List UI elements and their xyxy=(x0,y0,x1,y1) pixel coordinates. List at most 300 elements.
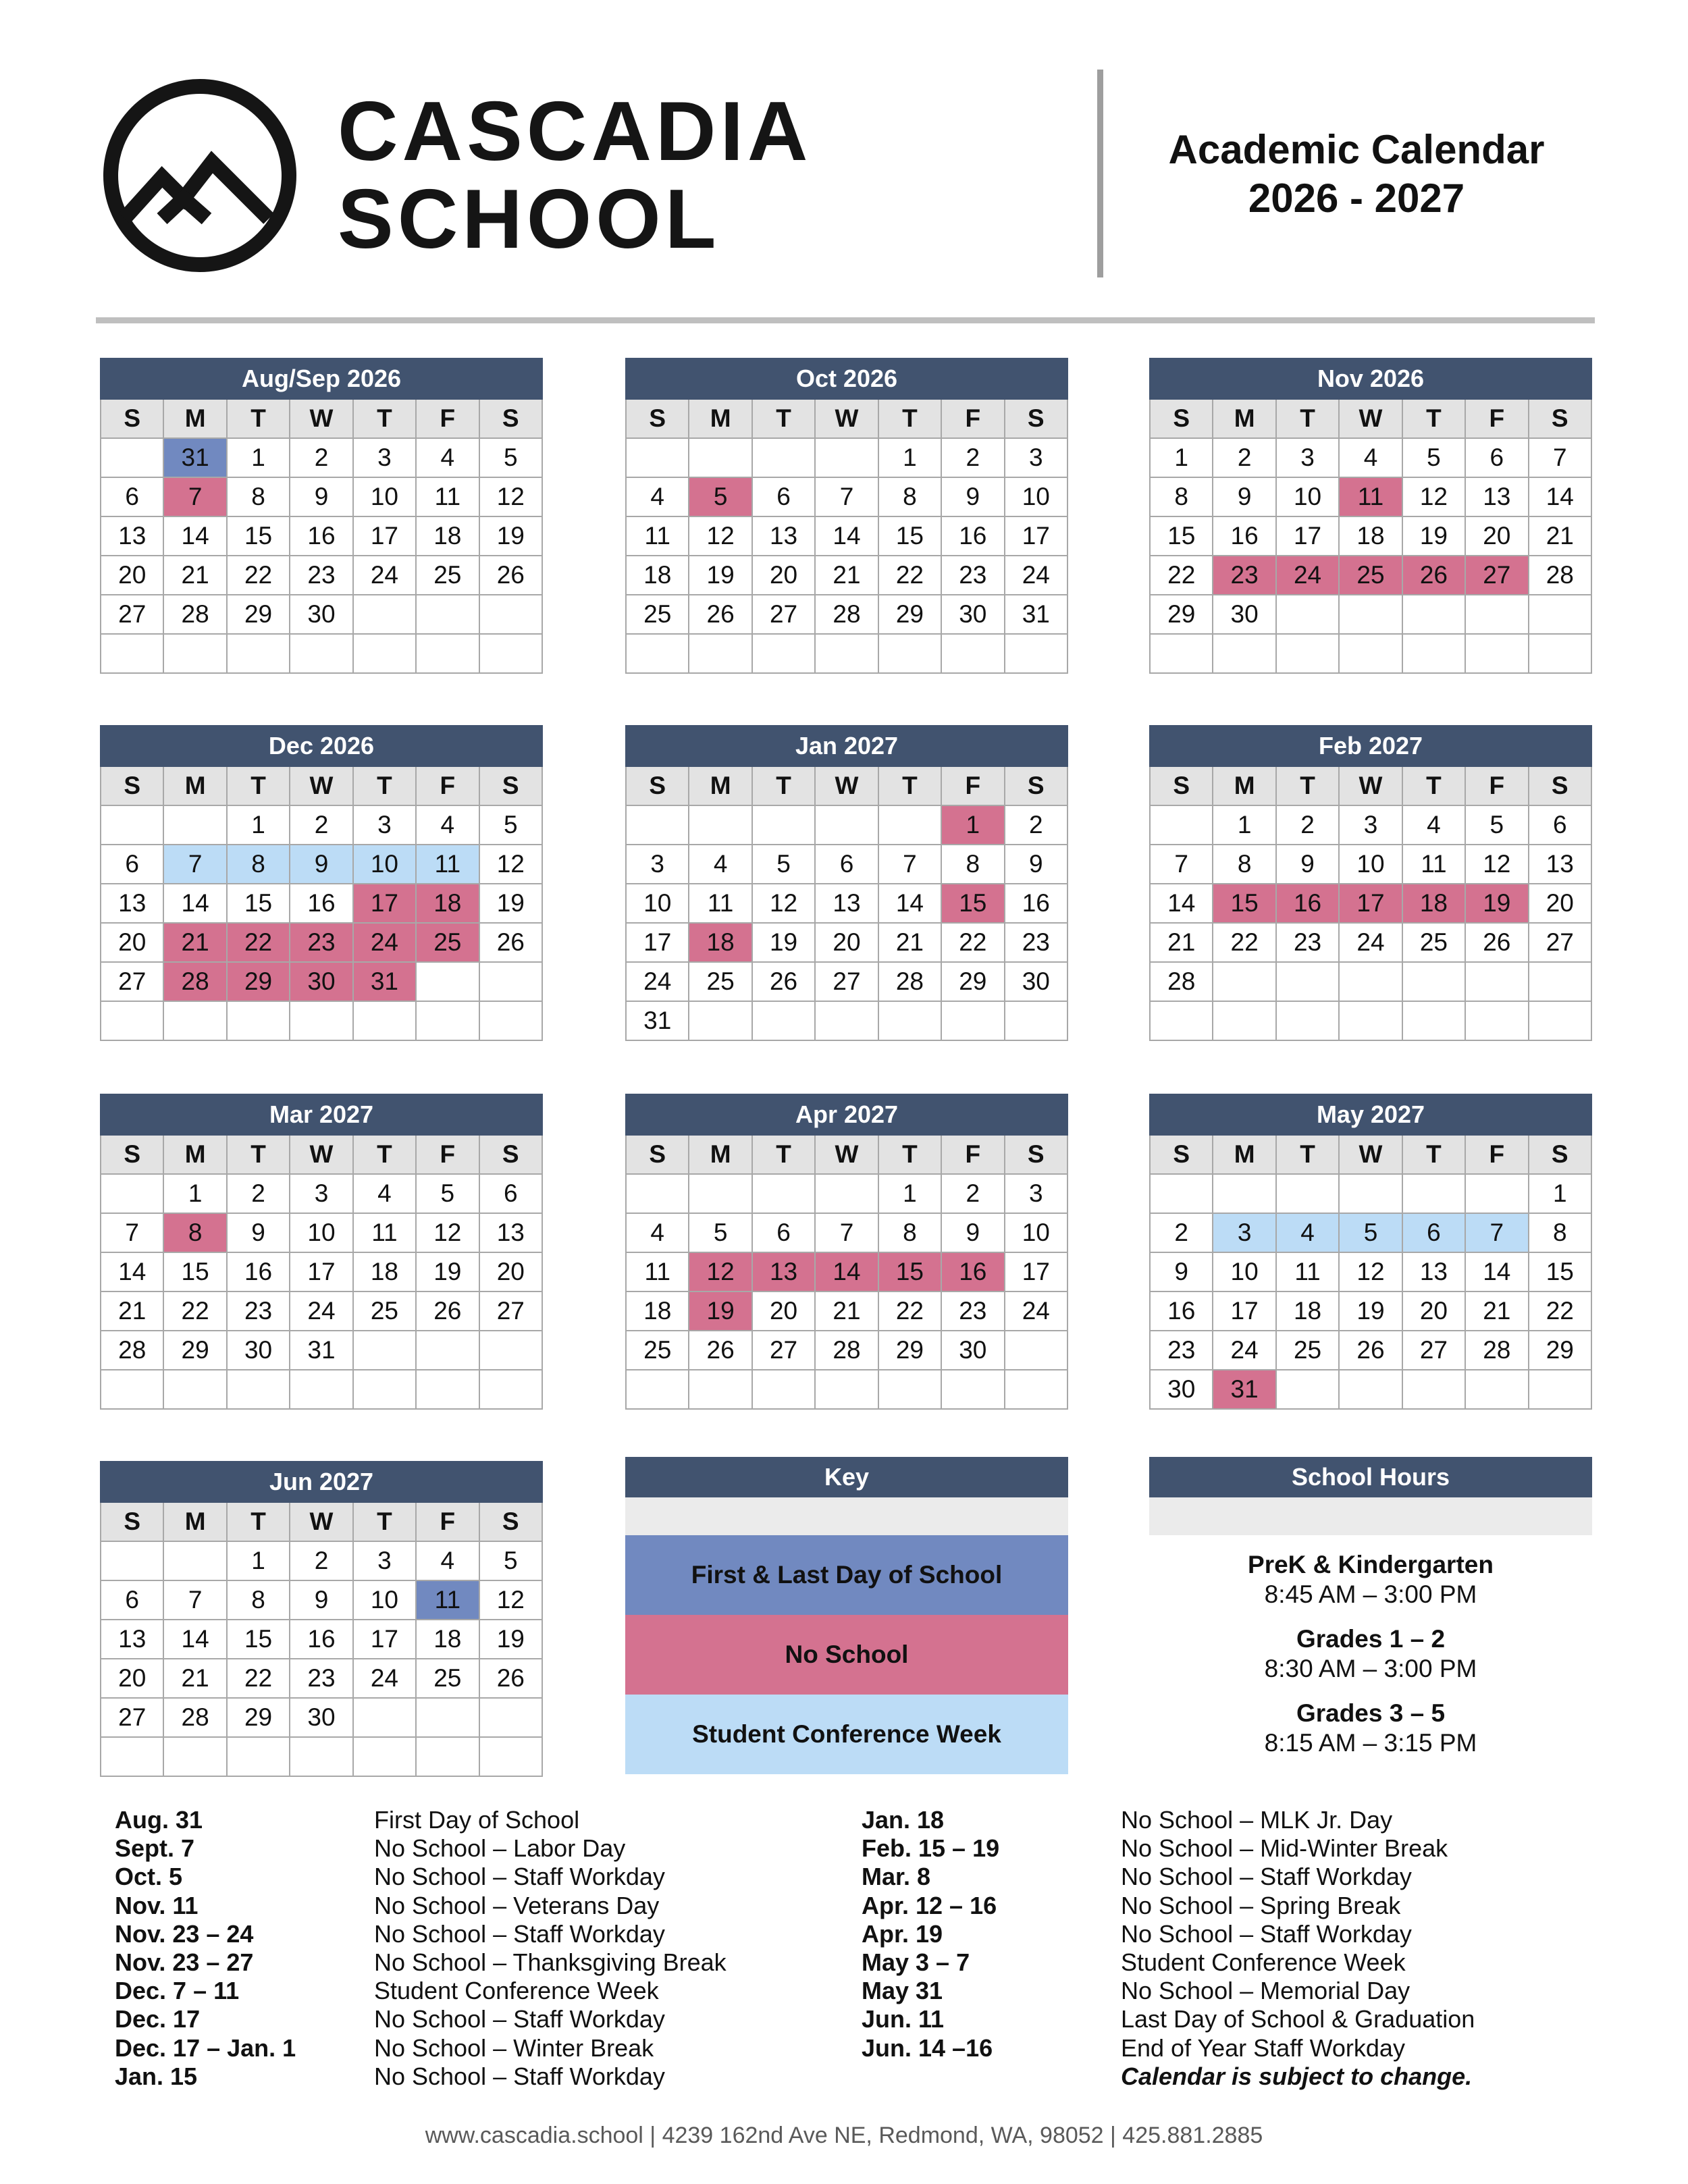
empty-cell xyxy=(878,1001,941,1040)
weekday-header: F xyxy=(1465,399,1528,438)
month-calendar xyxy=(1149,725,1592,1041)
date-cell: 23 xyxy=(1213,556,1275,595)
empty-cell xyxy=(1339,962,1402,1001)
weekday-header: W xyxy=(815,399,878,438)
empty-cell xyxy=(479,1370,542,1409)
date-cell: 26 xyxy=(1465,923,1528,962)
date-cell: 30 xyxy=(227,1331,290,1370)
week-row xyxy=(626,1291,1067,1331)
date-cell: 13 xyxy=(752,1252,815,1291)
date-cell: 3 xyxy=(1339,805,1402,845)
empty-cell xyxy=(626,438,689,477)
note-row xyxy=(862,1948,1475,1977)
school-hours-title: School Hours xyxy=(1149,1457,1592,1497)
date-cell: 11 xyxy=(626,516,689,556)
date-cell: 12 xyxy=(1465,845,1528,884)
note-date: Apr. 12 – 16 xyxy=(862,1891,997,1919)
empty-cell xyxy=(1339,1001,1402,1040)
week-row xyxy=(101,1659,542,1698)
date-cell: 4 xyxy=(353,1174,416,1213)
note-date: Dec. 7 – 11 xyxy=(115,1977,240,2005)
date-cell: 14 xyxy=(101,1252,163,1291)
empty-cell xyxy=(815,1001,878,1040)
empty-cell xyxy=(163,805,226,845)
date-cell: 20 xyxy=(101,923,163,962)
date-cell: 6 xyxy=(815,845,878,884)
date-cell: 1 xyxy=(227,805,290,845)
date-cell: 25 xyxy=(416,1659,479,1698)
school-logo-icon xyxy=(100,76,300,275)
empty-cell xyxy=(416,962,479,1001)
date-cell: 3 xyxy=(353,805,416,845)
date-cell: 27 xyxy=(1529,923,1591,962)
date-cell: 13 xyxy=(101,1620,163,1659)
weekday-header: F xyxy=(1465,766,1528,805)
empty-cell xyxy=(227,634,290,673)
date-cell: 27 xyxy=(479,1291,542,1331)
date-cell: 30 xyxy=(941,1331,1004,1370)
weekday-header: S xyxy=(1529,399,1591,438)
date-cell: 13 xyxy=(815,884,878,923)
empty-cell xyxy=(479,1001,542,1040)
empty-cell xyxy=(878,634,941,673)
date-cell: 5 xyxy=(416,1174,479,1213)
date-cell: 21 xyxy=(1465,1291,1528,1331)
date-cell: 19 xyxy=(689,1291,751,1331)
date-cell: 6 xyxy=(101,845,163,884)
key-spacer xyxy=(625,1497,1068,1535)
week-row xyxy=(626,595,1067,634)
week-row xyxy=(101,962,542,1001)
weekday-header: T xyxy=(353,1135,416,1174)
empty-cell xyxy=(163,1737,226,1776)
date-cell: 7 xyxy=(1529,438,1591,477)
month-title: Feb 2027 xyxy=(1150,726,1591,766)
notes-right-column xyxy=(862,1806,1475,2091)
date-cell: 5 xyxy=(689,1213,751,1252)
note-row xyxy=(115,1834,727,1863)
date-cell: 1 xyxy=(1213,805,1275,845)
date-cell: 22 xyxy=(227,1659,290,1698)
month-calendar xyxy=(1149,1094,1592,1410)
week-row xyxy=(101,1620,542,1659)
date-cell: 15 xyxy=(227,516,290,556)
empty-cell xyxy=(689,1174,751,1213)
empty-cell xyxy=(689,805,751,845)
date-cell: 7 xyxy=(815,477,878,516)
weekday-header: T xyxy=(1276,766,1339,805)
date-cell: 15 xyxy=(163,1252,226,1291)
date-cell: 27 xyxy=(101,962,163,1001)
week-row xyxy=(101,845,542,884)
note-description: No School – Staff Workday xyxy=(374,2005,665,2033)
date-cell: 1 xyxy=(941,805,1004,845)
weekday-header: S xyxy=(101,766,163,805)
date-cell: 5 xyxy=(479,1541,542,1580)
hours-group-label: Grades 1 – 2 xyxy=(1296,1625,1446,1653)
date-cell: 14 xyxy=(815,1252,878,1291)
week-row xyxy=(626,438,1067,477)
date-cell: 14 xyxy=(163,1620,226,1659)
week-row xyxy=(101,438,542,477)
empty-cell xyxy=(353,1001,416,1040)
date-cell: 7 xyxy=(1465,1213,1528,1252)
date-cell: 23 xyxy=(290,923,352,962)
weekday-header: S xyxy=(479,1135,542,1174)
empty-cell xyxy=(1213,962,1275,1001)
empty-cell xyxy=(1276,1174,1339,1213)
weekday-header: F xyxy=(416,1135,479,1174)
date-cell: 22 xyxy=(227,923,290,962)
empty-cell xyxy=(815,805,878,845)
note-row xyxy=(115,1863,727,1891)
date-cell: 6 xyxy=(752,1213,815,1252)
date-cell: 12 xyxy=(416,1213,479,1252)
weekday-header: F xyxy=(941,1135,1004,1174)
date-cell: 2 xyxy=(1150,1213,1213,1252)
date-cell: 1 xyxy=(163,1174,226,1213)
empty-cell xyxy=(689,1370,751,1409)
date-cell: 10 xyxy=(1005,477,1067,516)
weekday-header: F xyxy=(941,766,1004,805)
date-cell: 31 xyxy=(353,962,416,1001)
date-cell: 8 xyxy=(1150,477,1213,516)
date-cell: 31 xyxy=(1005,595,1067,634)
empty-cell xyxy=(1465,1370,1528,1409)
date-cell: 19 xyxy=(689,556,751,595)
empty-cell xyxy=(101,1174,163,1213)
empty-cell xyxy=(752,438,815,477)
date-cell: 21 xyxy=(878,923,941,962)
date-cell: 2 xyxy=(290,805,352,845)
note-row xyxy=(115,1948,727,1977)
empty-cell xyxy=(1529,1370,1591,1409)
empty-cell xyxy=(1465,962,1528,1001)
note-date: Sept. 7 xyxy=(115,1834,195,1863)
document-title-line1: Academic Calendar xyxy=(1168,127,1545,172)
weekday-header: S xyxy=(1005,399,1067,438)
week-row xyxy=(626,805,1067,845)
document-title xyxy=(1103,126,1610,223)
date-cell: 8 xyxy=(227,845,290,884)
week-row xyxy=(101,1580,542,1620)
week-row xyxy=(626,556,1067,595)
note-date xyxy=(862,2062,1121,2091)
date-cell: 16 xyxy=(1150,1291,1213,1331)
empty-cell xyxy=(815,1370,878,1409)
date-cell: 2 xyxy=(1276,805,1339,845)
empty-cell xyxy=(1276,1001,1339,1040)
month-calendar xyxy=(625,725,1068,1041)
date-cell: 26 xyxy=(479,556,542,595)
footer-contact: www.cascadia.school | 4239 162nd Ave NE, Redmond, WA, 98052 | 425.881.2885 xyxy=(425,2123,1263,2148)
date-cell: 20 xyxy=(1465,516,1528,556)
weekday-header: T xyxy=(353,766,416,805)
note-description: No School – Staff Workday xyxy=(374,1919,665,1948)
empty-cell xyxy=(752,805,815,845)
empty-cell xyxy=(1276,634,1339,673)
weekday-header: M xyxy=(1213,766,1275,805)
note-row xyxy=(862,1806,1475,1834)
empty-cell xyxy=(1402,1001,1465,1040)
hours-group-time: 8:15 AM – 3:15 PM xyxy=(1264,1729,1477,1757)
date-cell: 5 xyxy=(479,805,542,845)
date-cell: 14 xyxy=(163,884,226,923)
week-row xyxy=(626,634,1067,673)
weekday-header: W xyxy=(290,766,352,805)
date-cell: 22 xyxy=(1529,1291,1591,1331)
note-row xyxy=(862,1863,1475,1891)
date-cell: 5 xyxy=(1402,438,1465,477)
date-cell: 18 xyxy=(416,1620,479,1659)
week-row xyxy=(101,556,542,595)
date-cell: 27 xyxy=(101,1698,163,1737)
key-item-conference-week: Student Conference Week xyxy=(625,1695,1068,1774)
week-row xyxy=(101,634,542,673)
date-cell: 11 xyxy=(1402,845,1465,884)
week-row xyxy=(101,805,542,845)
week-row xyxy=(1150,845,1591,884)
empty-cell xyxy=(101,634,163,673)
weekday-header: S xyxy=(626,399,689,438)
date-cell: 10 xyxy=(1005,1213,1067,1252)
date-cell: 28 xyxy=(101,1331,163,1370)
week-row xyxy=(101,1001,542,1040)
week-row xyxy=(626,1001,1067,1040)
week-row xyxy=(626,1252,1067,1291)
empty-cell xyxy=(689,438,751,477)
note-description: Student Conference Week xyxy=(1121,1948,1406,1977)
week-row xyxy=(626,1174,1067,1213)
note-date: Aug. 31 xyxy=(115,1806,203,1834)
week-row xyxy=(1150,1370,1591,1409)
date-cell: 16 xyxy=(1213,516,1275,556)
month-title: Nov 2026 xyxy=(1150,358,1591,399)
date-cell: 22 xyxy=(1213,923,1275,962)
date-cell: 10 xyxy=(353,845,416,884)
note-row xyxy=(115,1920,727,1948)
note-description: No School – Staff Workday xyxy=(374,1863,665,1891)
date-cell: 29 xyxy=(163,1331,226,1370)
weekday-header: W xyxy=(1339,1135,1402,1174)
date-cell: 30 xyxy=(1213,595,1275,634)
empty-cell xyxy=(290,1737,352,1776)
date-cell: 20 xyxy=(1402,1291,1465,1331)
date-cell: 28 xyxy=(163,595,226,634)
note-description: No School – Staff Workday xyxy=(374,2062,665,2090)
date-cell: 17 xyxy=(290,1252,352,1291)
note-description: Last Day of School & Graduation xyxy=(1121,2005,1475,2033)
month-title: Jun 2027 xyxy=(101,1462,542,1502)
empty-cell xyxy=(941,1001,1004,1040)
header-rule xyxy=(96,317,1595,323)
date-cell: 1 xyxy=(1150,438,1213,477)
empty-cell xyxy=(1402,1174,1465,1213)
date-cell: 16 xyxy=(941,516,1004,556)
date-cell: 12 xyxy=(752,884,815,923)
weekday-header: T xyxy=(227,1135,290,1174)
date-cell: 24 xyxy=(1005,556,1067,595)
date-cell: 3 xyxy=(626,845,689,884)
week-row xyxy=(626,923,1067,962)
weekday-header: S xyxy=(479,1502,542,1541)
date-cell: 11 xyxy=(416,845,479,884)
date-cell: 7 xyxy=(878,845,941,884)
note-date: Jun. 14 –16 xyxy=(862,2033,993,2062)
week-row xyxy=(101,1252,542,1291)
note-date: Oct. 5 xyxy=(115,1863,183,1891)
date-cell: 7 xyxy=(163,845,226,884)
weekday-header: M xyxy=(689,766,751,805)
week-row xyxy=(1150,438,1591,477)
date-cell: 23 xyxy=(1150,1331,1213,1370)
empty-cell xyxy=(227,1370,290,1409)
date-cell: 18 xyxy=(626,1291,689,1331)
date-cell: 3 xyxy=(353,1541,416,1580)
weekday-header: T xyxy=(1276,399,1339,438)
date-cell: 4 xyxy=(416,805,479,845)
date-cell: 9 xyxy=(941,1213,1004,1252)
date-cell: 14 xyxy=(1529,477,1591,516)
weekday-header: M xyxy=(689,1135,751,1174)
date-cell: 19 xyxy=(1339,1291,1402,1331)
note-description: No School – Staff Workday xyxy=(1121,1919,1412,1948)
date-cell: 4 xyxy=(626,1213,689,1252)
date-cell: 11 xyxy=(689,884,751,923)
date-cell: 4 xyxy=(416,438,479,477)
weekday-header: M xyxy=(163,1502,226,1541)
date-cell: 19 xyxy=(479,516,542,556)
date-cell: 1 xyxy=(878,1174,941,1213)
date-cell: 3 xyxy=(1005,1174,1067,1213)
date-cell: 25 xyxy=(626,1331,689,1370)
date-cell: 19 xyxy=(479,1620,542,1659)
date-cell: 25 xyxy=(1402,923,1465,962)
date-cell: 9 xyxy=(1005,845,1067,884)
date-cell: 17 xyxy=(353,884,416,923)
week-row xyxy=(101,1174,542,1213)
month-title: Aug/Sep 2026 xyxy=(101,358,542,399)
date-cell: 2 xyxy=(1213,438,1275,477)
date-cell: 6 xyxy=(1402,1213,1465,1252)
date-cell: 7 xyxy=(101,1213,163,1252)
date-cell: 17 xyxy=(1213,1291,1275,1331)
date-cell: 2 xyxy=(941,438,1004,477)
date-cell: 29 xyxy=(227,962,290,1001)
empty-cell xyxy=(626,634,689,673)
empty-cell xyxy=(227,1001,290,1040)
date-cell: 2 xyxy=(941,1174,1004,1213)
date-cell: 30 xyxy=(941,595,1004,634)
date-cell: 13 xyxy=(1529,845,1591,884)
date-cell: 27 xyxy=(752,595,815,634)
empty-cell xyxy=(626,1370,689,1409)
month-title: Jan 2027 xyxy=(626,726,1067,766)
weekday-header: F xyxy=(1465,1135,1528,1174)
date-cell: 6 xyxy=(101,1580,163,1620)
weekday-header: T xyxy=(227,1502,290,1541)
weekday-header: T xyxy=(752,399,815,438)
month-title: Mar 2027 xyxy=(101,1094,542,1135)
note-row xyxy=(862,1892,1475,1920)
empty-cell xyxy=(1213,634,1275,673)
empty-cell xyxy=(1276,962,1339,1001)
empty-cell xyxy=(1465,634,1528,673)
date-cell: 10 xyxy=(1213,1252,1275,1291)
weekday-header: T xyxy=(878,1135,941,1174)
week-row xyxy=(101,516,542,556)
date-cell: 29 xyxy=(878,1331,941,1370)
week-row xyxy=(626,845,1067,884)
date-cell: 18 xyxy=(1402,884,1465,923)
empty-cell xyxy=(416,1331,479,1370)
date-cell: 11 xyxy=(353,1213,416,1252)
empty-cell xyxy=(1339,595,1402,634)
date-cell: 30 xyxy=(290,1698,352,1737)
empty-cell xyxy=(101,1737,163,1776)
date-cell: 3 xyxy=(1005,438,1067,477)
empty-cell xyxy=(626,805,689,845)
date-cell: 10 xyxy=(353,477,416,516)
date-cell: 12 xyxy=(479,1580,542,1620)
date-cell: 21 xyxy=(815,1291,878,1331)
weekday-header: W xyxy=(1339,766,1402,805)
empty-cell xyxy=(1465,1001,1528,1040)
weekday-header: S xyxy=(101,399,163,438)
date-cell: 5 xyxy=(1465,805,1528,845)
date-cell: 21 xyxy=(163,1659,226,1698)
date-cell: 15 xyxy=(878,1252,941,1291)
week-row xyxy=(1150,1252,1591,1291)
weekday-header: S xyxy=(101,1502,163,1541)
empty-cell xyxy=(353,1370,416,1409)
date-cell: 6 xyxy=(752,477,815,516)
empty-cell xyxy=(101,1541,163,1580)
month-title: Apr 2027 xyxy=(626,1094,1067,1135)
date-cell: 9 xyxy=(941,477,1004,516)
week-row xyxy=(101,1331,542,1370)
weekday-header: T xyxy=(227,399,290,438)
hours-group xyxy=(1149,1550,1592,1609)
weekday-header: W xyxy=(290,1502,352,1541)
date-cell: 28 xyxy=(1529,556,1591,595)
date-cell: 19 xyxy=(479,884,542,923)
note-description: No School – Spring Break xyxy=(1121,1891,1401,1919)
week-row xyxy=(1150,595,1591,634)
empty-cell xyxy=(1150,1174,1213,1213)
date-cell: 1 xyxy=(1529,1174,1591,1213)
week-row xyxy=(1150,1291,1591,1331)
week-row xyxy=(626,477,1067,516)
date-cell: 22 xyxy=(878,556,941,595)
weekday-header: S xyxy=(479,399,542,438)
weekday-header: S xyxy=(1529,766,1591,805)
date-cell: 13 xyxy=(1465,477,1528,516)
week-row xyxy=(101,595,542,634)
empty-cell xyxy=(163,1001,226,1040)
weekday-header: S xyxy=(1005,766,1067,805)
empty-cell xyxy=(353,1737,416,1776)
week-row xyxy=(101,1370,542,1409)
key-item-first-last-day: First & Last Day of School xyxy=(625,1535,1068,1615)
empty-cell xyxy=(1005,1370,1067,1409)
empty-cell xyxy=(1005,1001,1067,1040)
date-cell: 17 xyxy=(353,516,416,556)
date-cell: 26 xyxy=(752,962,815,1001)
date-cell: 13 xyxy=(101,884,163,923)
date-cell: 20 xyxy=(101,1659,163,1698)
week-row xyxy=(1150,1001,1591,1040)
